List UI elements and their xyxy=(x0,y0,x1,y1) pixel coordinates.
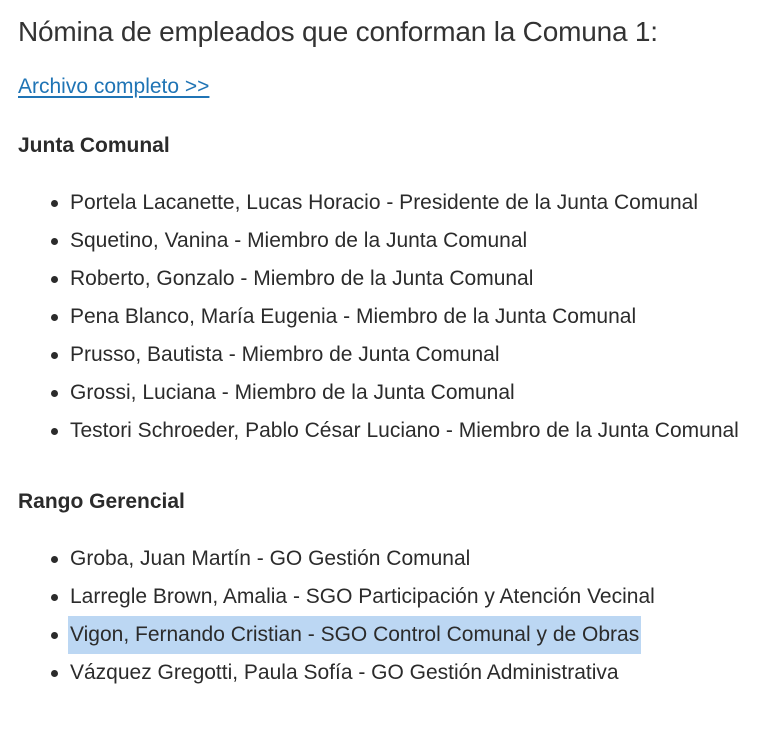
bullet-icon xyxy=(51,556,58,563)
member-entry: Testori Schroeder, Pablo César Luciano - Miembro de la Junta Comunal xyxy=(70,419,739,442)
section-heading-rango-gerencial: Rango Gerencial xyxy=(18,490,185,513)
list-item xyxy=(18,654,770,692)
bullet-icon xyxy=(51,314,58,321)
list-item xyxy=(18,298,770,336)
bullet-icon xyxy=(51,594,58,601)
member-entry: Pena Blanco, María Eugenia - Miembro de la Junta Comunal xyxy=(70,305,637,328)
member-entry-highlighted[interactable]: Vigon, Fernando Cristian - SGO Control Comunal y de Obras xyxy=(68,616,641,654)
bullet-icon xyxy=(51,238,58,245)
list-item xyxy=(18,260,770,298)
bullet-icon xyxy=(51,428,58,435)
list-item xyxy=(18,540,770,578)
member-entry: Grossi, Luciana - Miembro de la Junta Comunal xyxy=(70,381,515,404)
member-entry: Larregle Brown, Amalia - SGO Participación y Atención Vecinal xyxy=(70,585,655,608)
member-entry: Roberto, Gonzalo - Miembro de la Junta Comunal xyxy=(70,267,534,290)
junta-comunal-list xyxy=(18,184,770,450)
member-entry: Vázquez Gregotti, Paula Sofía - GO Gestión Administrativa xyxy=(70,661,619,684)
rango-gerencial-list xyxy=(18,540,770,692)
bullet-icon xyxy=(51,200,58,207)
list-item xyxy=(18,184,770,222)
list-item xyxy=(18,374,770,412)
list-item-selected xyxy=(18,616,770,654)
member-entry: Squetino, Vanina - Miembro de la Junta Comunal xyxy=(70,229,528,252)
list-item xyxy=(18,222,770,260)
bullet-icon xyxy=(51,390,58,397)
page-title: Nómina de empleados que conforman la Comuna 1: xyxy=(18,16,658,47)
member-entry: Prusso, Bautista - Miembro de Junta Comunal xyxy=(70,343,500,366)
member-entry: Portela Lacanette, Lucas Horacio - Presidente de la Junta Comunal xyxy=(70,191,699,214)
bullet-icon xyxy=(51,276,58,283)
bullet-icon xyxy=(51,670,58,677)
bullet-icon xyxy=(51,632,58,639)
archive-complete-link[interactable]: Archivo completo >> xyxy=(18,75,210,98)
bullet-icon xyxy=(51,352,58,359)
section-heading-junta-comunal: Junta Comunal xyxy=(18,134,170,157)
member-entry: Groba, Juan Martín - GO Gestión Comunal xyxy=(70,547,471,570)
list-item xyxy=(18,578,770,616)
list-item xyxy=(18,412,770,450)
list-item xyxy=(18,336,770,374)
